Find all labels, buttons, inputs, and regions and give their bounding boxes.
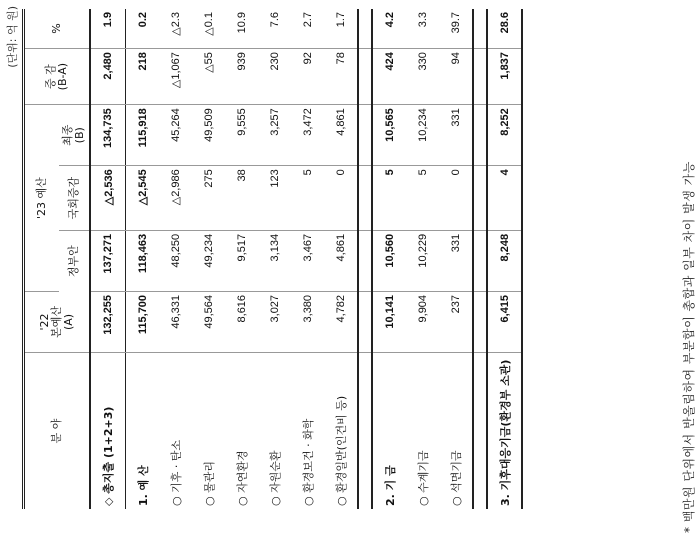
cell-diff: △1,067 (159, 49, 192, 105)
row-label: ◇ 총지출 (1+2+3) (102, 406, 115, 506)
table-row (225, 9, 258, 509)
table-row (487, 9, 522, 509)
cell-diff: 94 (439, 49, 473, 105)
cell-asm: △2,536 (90, 166, 126, 231)
table-header (24, 9, 91, 509)
row-label: 3. 기후대응기금(환경부 소관) (498, 359, 512, 506)
cell-asm: 4 (487, 166, 522, 231)
cell-pct: 3.3 (406, 9, 439, 49)
cell-final: 10,234 (406, 105, 439, 166)
cell-asm: 275 (192, 166, 225, 231)
cell-diff: 92 (291, 49, 324, 105)
cell-diff: 330 (406, 49, 439, 105)
cell-asm: 5 (372, 166, 406, 231)
cell-a: 49,564 (192, 291, 225, 352)
table-row (439, 9, 473, 509)
gap-cell (473, 230, 487, 291)
cell-asm: 5 (291, 166, 324, 231)
cell-final: 10,565 (372, 105, 406, 166)
header-diff: 증 감 (B-A) (24, 49, 91, 105)
cell-gov: 331 (439, 230, 473, 291)
cell-a: 6,415 (487, 291, 522, 352)
cell-pct: 39.7 (439, 9, 473, 49)
header-assembly: 국회증감 (59, 166, 90, 231)
cell-a: 4,782 (324, 291, 358, 352)
cell-final: 9,555 (225, 105, 258, 166)
cell-pct: △2.3 (159, 9, 192, 49)
cell-pct: 7.6 (258, 9, 291, 49)
header-year23: '23 예산 (24, 105, 60, 292)
cell-diff: 78 (324, 49, 358, 105)
table-row (90, 9, 126, 509)
row-label: ○ 환경일반(인건비 등) (334, 395, 348, 506)
cell-a: 46,331 (159, 291, 192, 352)
table-row (192, 9, 225, 509)
table-row (258, 9, 291, 509)
cell-asm: 5 (406, 166, 439, 231)
cell-gov: 118,463 (126, 230, 160, 291)
cell-diff: 1,837 (487, 49, 522, 105)
gap-cell (358, 291, 372, 352)
cell-pct: 1.7 (324, 9, 358, 49)
cell-pct: 0.2 (126, 9, 160, 49)
cell-pct: △0.1 (192, 9, 225, 49)
table-row (291, 9, 324, 509)
cell-a: 237 (439, 291, 473, 352)
row-label: ○ 수계기금 (416, 450, 430, 506)
header-field: 분 야 (50, 418, 63, 444)
cell-pct: 10.9 (225, 9, 258, 49)
row-label: ○ 물관리 (202, 461, 216, 506)
gap-cell (473, 291, 487, 352)
cell-pct: 4.2 (372, 9, 406, 49)
cell-pct: 1.9 (90, 9, 126, 49)
row-label: 2. 기 금 (383, 465, 397, 506)
table-row (126, 9, 160, 509)
header-year22 (24, 291, 91, 352)
unit-note: (단위: 억 원) (6, 6, 19, 68)
gap-cell (358, 105, 372, 166)
section-gap (358, 9, 372, 509)
cell-final: 3,257 (258, 105, 291, 166)
cell-gov: 8,248 (487, 230, 522, 291)
gap-cell (473, 49, 487, 105)
cell-gov: 10,560 (372, 230, 406, 291)
cell-gov: 49,234 (192, 230, 225, 291)
cell-gov: 4,861 (324, 230, 358, 291)
cell-asm: 123 (258, 166, 291, 231)
cell-final: 8,252 (487, 105, 522, 166)
cell-gov: 3,467 (291, 230, 324, 291)
gap-cell (473, 105, 487, 166)
table-row (324, 9, 358, 509)
cell-final: 3,472 (291, 105, 324, 166)
gap-cell (473, 9, 487, 49)
cell-a: 115,700 (126, 291, 160, 352)
cell-asm: △2,986 (159, 166, 192, 231)
table-row (372, 9, 406, 509)
cell-final: 45,264 (159, 105, 192, 166)
row-label: ○ 자연환경 (235, 450, 249, 506)
table-body (90, 9, 522, 509)
cell-gov: 137,271 (90, 230, 126, 291)
gap-cell (358, 9, 372, 49)
cell-asm: △2,545 (126, 166, 160, 231)
footnote: * 백만원 단위에서 반올림하여 부분합이 총합과 일부 차이 발생 가능 (682, 161, 696, 533)
cell-diff: 218 (126, 49, 160, 105)
gap-cell (473, 353, 487, 510)
cell-asm: 0 (324, 166, 358, 231)
cell-a: 9,904 (406, 291, 439, 352)
cell-diff: 424 (372, 49, 406, 105)
cell-asm: 38 (225, 166, 258, 231)
cell-final: 134,735 (90, 105, 126, 166)
cell-final: 4,861 (324, 105, 358, 166)
cell-gov: 48,250 (159, 230, 192, 291)
row-label: 1. 예 산 (136, 465, 150, 506)
cell-final: 331 (439, 105, 473, 166)
cell-pct: 2.7 (291, 9, 324, 49)
gap-cell (358, 49, 372, 105)
cell-a: 8,616 (225, 291, 258, 352)
row-label: ○ 기후 · 탄소 (169, 439, 183, 506)
gap-cell (358, 166, 372, 231)
budget-table (22, 9, 523, 509)
cell-gov: 10,229 (406, 230, 439, 291)
gap-cell (473, 166, 487, 231)
cell-gov: 3,134 (258, 230, 291, 291)
table-row (159, 9, 192, 509)
gap-cell (358, 230, 372, 291)
cell-a: 132,255 (90, 291, 126, 352)
cell-asm: 0 (439, 166, 473, 231)
cell-final: 49,509 (192, 105, 225, 166)
header-final: 최종 (B) (59, 105, 90, 166)
cell-a: 3,380 (291, 291, 324, 352)
section-gap (473, 9, 487, 509)
cell-diff: 2,480 (90, 49, 126, 105)
cell-diff: 230 (258, 49, 291, 105)
cell-diff: 939 (225, 49, 258, 105)
cell-a: 10,141 (372, 291, 406, 352)
table-row (406, 9, 439, 509)
cell-a: 3,027 (258, 291, 291, 352)
row-label: ○ 자원순환 (268, 450, 282, 506)
cell-final: 115,918 (126, 105, 160, 166)
row-label: ○ 석면기금 (449, 450, 463, 506)
cell-diff: △55 (192, 49, 225, 105)
header-pct: % (24, 9, 91, 49)
header-year22-top: '22 (38, 313, 51, 331)
header-year22-bottom: 본예산 (A) (50, 306, 75, 338)
row-label: ○ 환경보건 · 화학 (301, 418, 315, 506)
cell-gov: 9,517 (225, 230, 258, 291)
header-gov: 정부안 (67, 245, 80, 278)
cell-pct: 28.6 (487, 9, 522, 49)
gap-cell (358, 353, 372, 510)
